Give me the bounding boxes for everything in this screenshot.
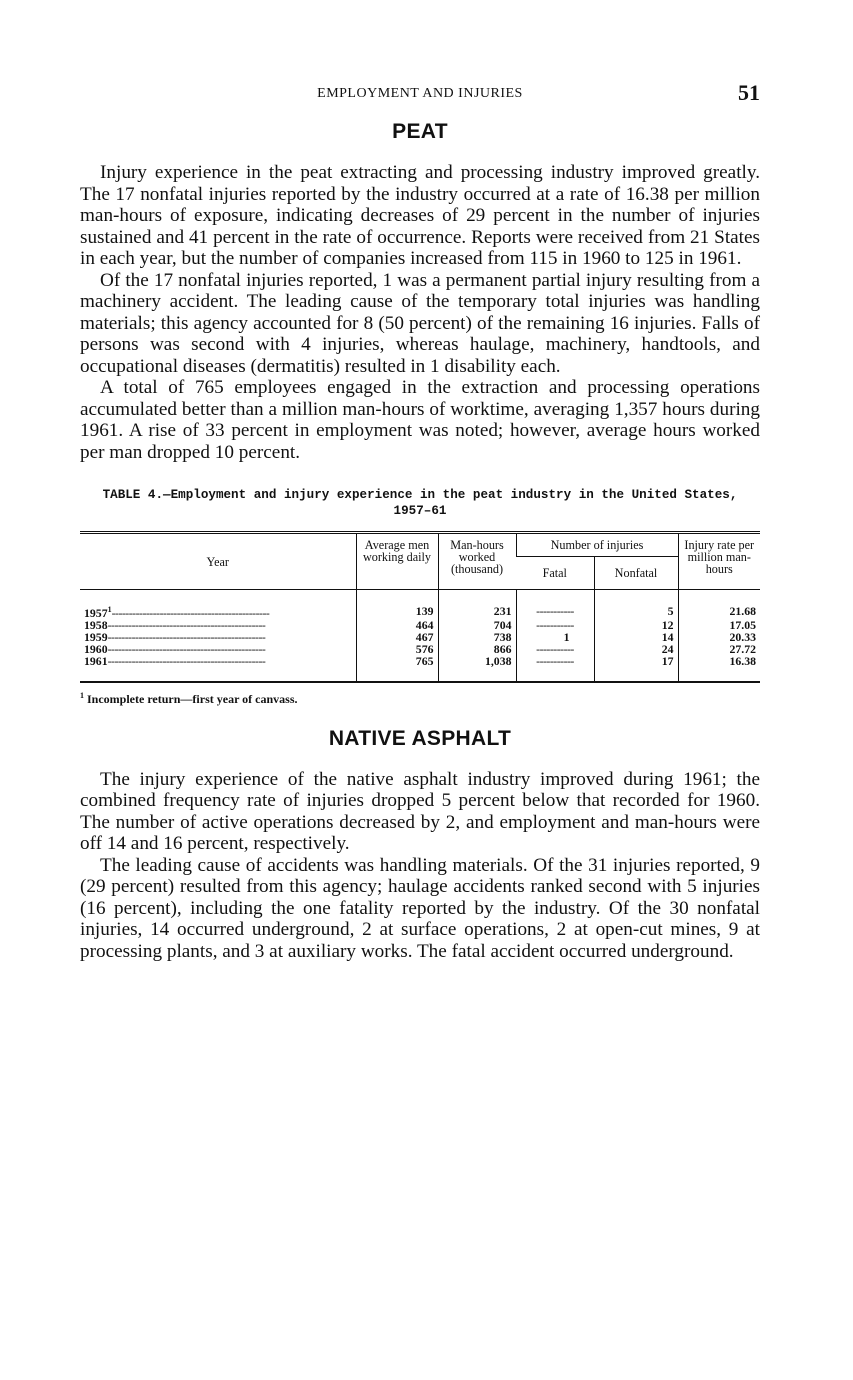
fatal-cell: 1: [516, 631, 594, 643]
col-header-rate: Injury rate per million man-hours: [678, 533, 760, 590]
year-cell: [80, 590, 356, 619]
leader-dots: ----------------------------------------------: [107, 618, 266, 631]
man-hours-cell: 866: [438, 643, 516, 655]
year-value: 1961: [84, 654, 108, 668]
fatal-cell: [516, 590, 594, 619]
man-hours-cell: 738: [438, 631, 516, 643]
avg-men-cell: 467: [356, 631, 438, 643]
rate-cell: 20.33: [678, 631, 760, 643]
peat-paragraph: Of the 17 nonfatal injuries reported, 1 was a permanent partial injury resulting from a machinery accident. The leading cause of the temporary total injuries was handling materials; this agency accounted for 8 (50 percent) of the remaining 16 injuries. Falls of persons was second with 4 injuries, whereas haulage, machinery, handtools, and occupational diseases (dermatitis) resulted in 1 disability each.: [80, 269, 760, 377]
col-header-fatal: Fatal: [542, 566, 567, 580]
table-row: [80, 655, 760, 682]
nonfatal-cell: 17: [594, 655, 678, 682]
rate-cell: 27.72: [678, 643, 760, 655]
peat-injury-table: [80, 531, 760, 683]
rate-cell: 17.05: [678, 619, 760, 631]
man-hours-cell: 231: [438, 590, 516, 619]
year-cell: [80, 631, 356, 643]
nonfatal-cell: 5: [594, 590, 678, 619]
running-title: EMPLOYMENT AND INJURIES: [317, 86, 523, 101]
avg-men-cell: 576: [356, 643, 438, 655]
table-caption: TABLE 4.—Employment and injury experience in the peat industry in the United States, 1957–61: [102, 488, 738, 518]
leader-dots: ----------------------------------------------: [107, 642, 266, 655]
avg-men-cell: 765: [356, 655, 438, 682]
leader-dots: -----------: [536, 653, 574, 668]
col-header-year: Year: [206, 554, 229, 569]
year-value: 1957: [84, 605, 108, 619]
page-number: 51: [738, 80, 760, 105]
fatal-cell: [516, 619, 594, 631]
leader-dots: ----------------------------------------------: [111, 605, 270, 619]
peat-paragraph: Injury experience in the peat extracting and processing industry improved greatly. The 17 nonfatal injuries reported by the industry occurred at a rate of 16.38 per million man-hours of exposure, indicating decreases of 29 percent in the number of injuries sustained and 41 percent in the rate of occurrence. Reports were received from 21 States in each year, but the number of companies increased from 115 in 1960 to 125 in 1961.: [80, 162, 760, 269]
table-row: [80, 590, 760, 619]
document-page: [80, 80, 760, 962]
rate-cell: 16.38: [678, 655, 760, 682]
year-value: 1960: [84, 642, 108, 655]
nonfatal-cell: 14: [594, 631, 678, 643]
rate-cell: 21.68: [678, 590, 760, 619]
col-header-injuries-group: Number of injuries: [516, 533, 678, 557]
footnote-marker: 1: [80, 690, 84, 700]
man-hours-cell: 704: [438, 619, 516, 631]
year-value: 1959: [84, 630, 108, 643]
leader-dots: -----------: [536, 604, 574, 619]
leader-dots: -----------: [536, 617, 574, 632]
avg-men-cell: 464: [356, 619, 438, 631]
peat-paragraph: A total of 765 employees engaged in the extraction and processing operations accumulated better than a million man-hours of worktime, averaging 1,357 hours during 1961. A rise of 33 percent in employment was noted; however, average hours worked per man dropped 10 percent.: [80, 377, 760, 463]
footnote-text: Incomplete return—first year of canvass.: [87, 691, 298, 706]
fatal-cell: [516, 655, 594, 682]
year-value: 1958: [84, 618, 108, 631]
section-heading-peat: PEAT: [392, 120, 448, 143]
asphalt-paragraph: The leading cause of accidents was handling materials. Of the 31 injuries reported, 9 (29 percent) resulted from this agency; haulage accidents ranked second with 5 injuries (16 percent), including the one fatality reported by the industry. Of the 30 nonfatal injuries, 14 occurred underground, 2 at surface operations, 2 at open-cut mines, 9 at processing plants, and 3 at auxiliary works. The fatal accident occurred underground.: [80, 854, 760, 962]
year-cell: [80, 643, 356, 655]
leader-dots: ----------------------------------------------: [107, 630, 266, 643]
nonfatal-cell: 24: [594, 643, 678, 655]
col-header-avg-men: Average men working daily: [356, 533, 438, 590]
col-header-nonfatal: Nonfatal: [594, 557, 678, 590]
asphalt-paragraph: The injury experience of the native asphalt industry improved during 1961; the combined frequency rate of injuries dropped 5 percent below that recorded for 1960. The number of active operations decreased by 2, and employment and man-hours were off 14 and 16 percent, respectively.: [80, 768, 760, 855]
leader-dots: ----------------------------------------------: [107, 654, 266, 668]
running-head: [80, 80, 760, 110]
year-cell: [80, 655, 356, 682]
man-hours-cell: 1,038: [438, 655, 516, 682]
nonfatal-cell: 12: [594, 619, 678, 631]
section-heading-native-asphalt: NATIVE ASPHALT: [328, 726, 512, 750]
year-cell: [80, 619, 356, 631]
table-footnote: [80, 691, 760, 707]
footnote-marker: 1: [107, 605, 112, 614]
leader-dots: -----------: [536, 641, 574, 656]
avg-men-cell: 139: [356, 590, 438, 619]
col-header-man-hours: Man-hours worked (thousand): [438, 533, 516, 590]
